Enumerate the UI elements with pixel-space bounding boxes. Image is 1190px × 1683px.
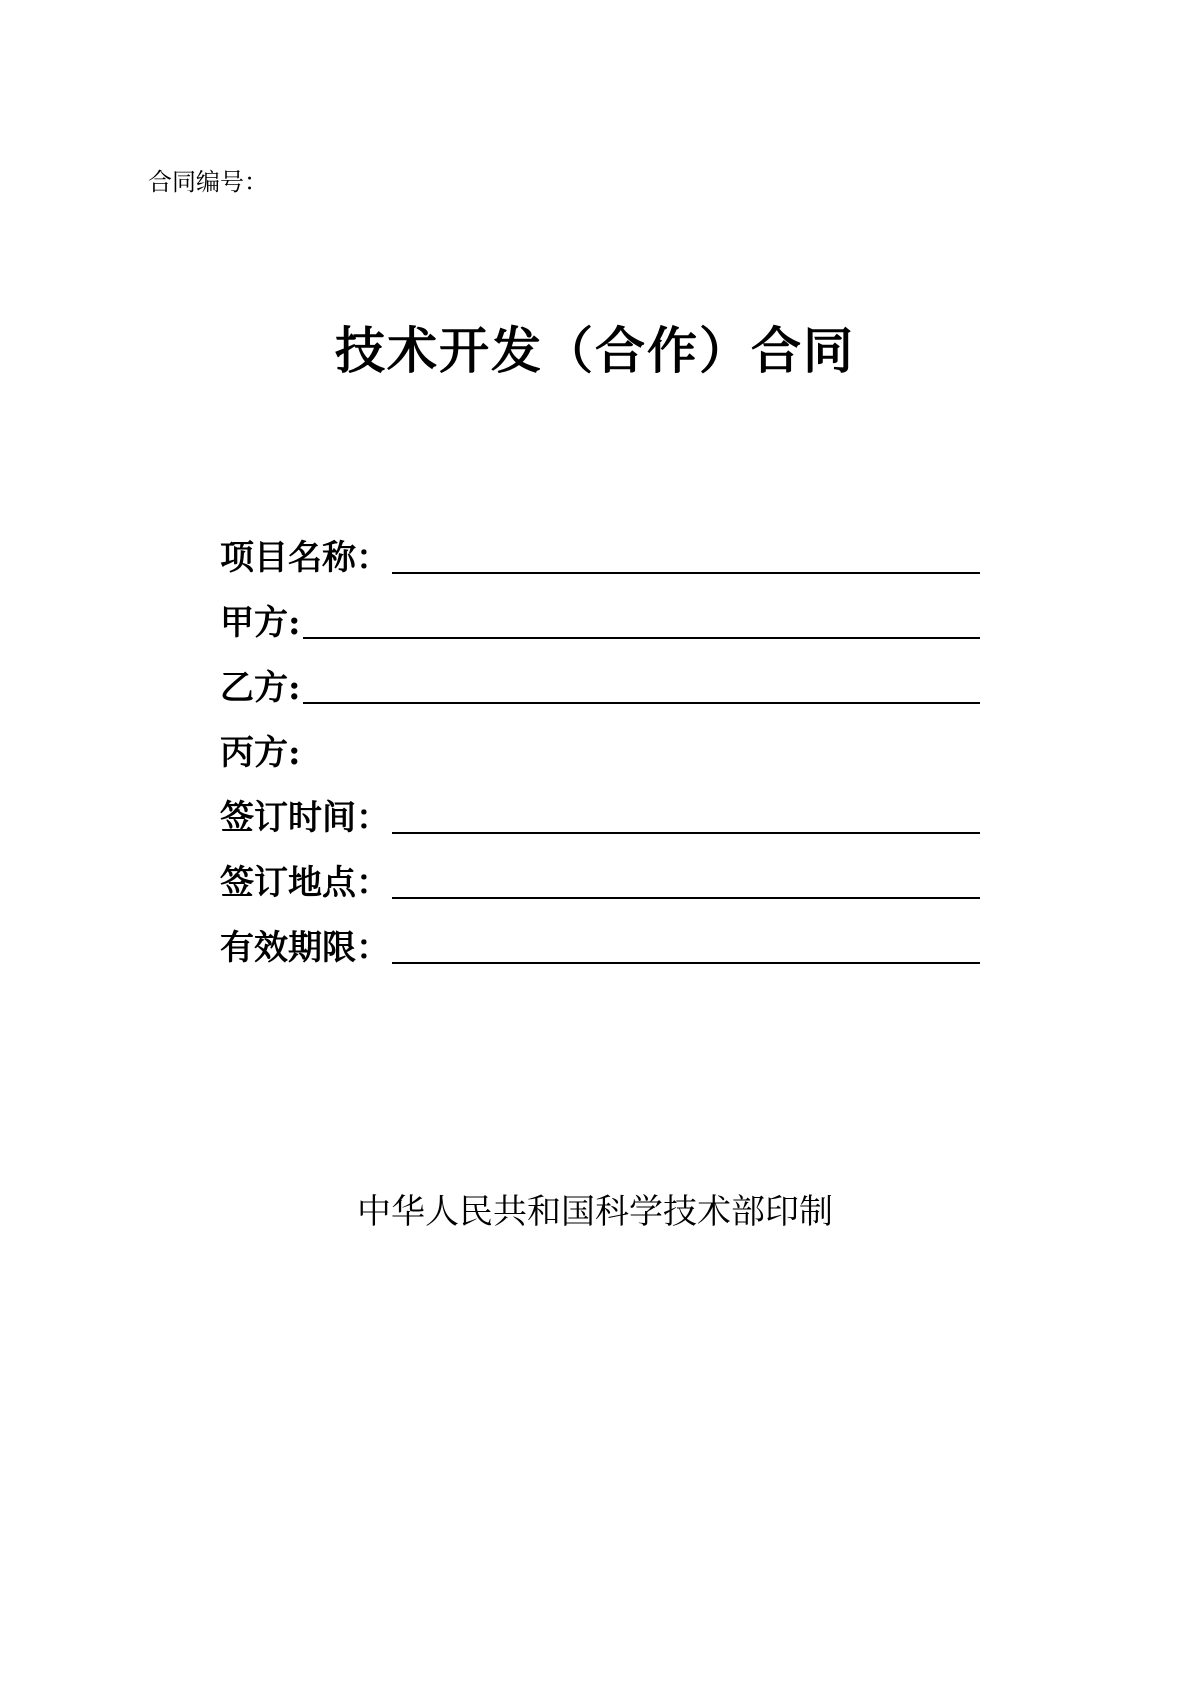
field-label: 签订时间：: [220, 798, 390, 838]
field-blank-line: [303, 702, 980, 704]
field-label: 有效期限：: [220, 928, 390, 968]
field-validity-period: [220, 920, 980, 970]
publisher-line: 中华人民共和国科学技术部印制: [357, 1192, 833, 1232]
field-blank-line: [392, 897, 980, 899]
field-label: 丙方:: [220, 733, 301, 773]
field-signing-place: [220, 855, 980, 905]
field-label: 项目名称：: [220, 538, 390, 578]
contract-number-label: 合同编号：: [148, 168, 268, 196]
field-party-c: [220, 725, 980, 775]
field-blank-line: [392, 572, 980, 574]
field-label: 甲方:: [220, 603, 301, 643]
field-signing-date: [220, 790, 980, 840]
field-label: 签订地点：: [220, 863, 390, 903]
field-label: 乙方:: [220, 668, 301, 708]
field-blank-line: [392, 962, 980, 964]
field-party-b: [220, 660, 980, 710]
field-blank-line: [303, 637, 980, 639]
document-title: 技术开发（合作）合同: [335, 322, 855, 380]
field-party-a: [220, 595, 980, 645]
field-blank-line: [392, 832, 980, 834]
field-project-name: [220, 530, 980, 580]
